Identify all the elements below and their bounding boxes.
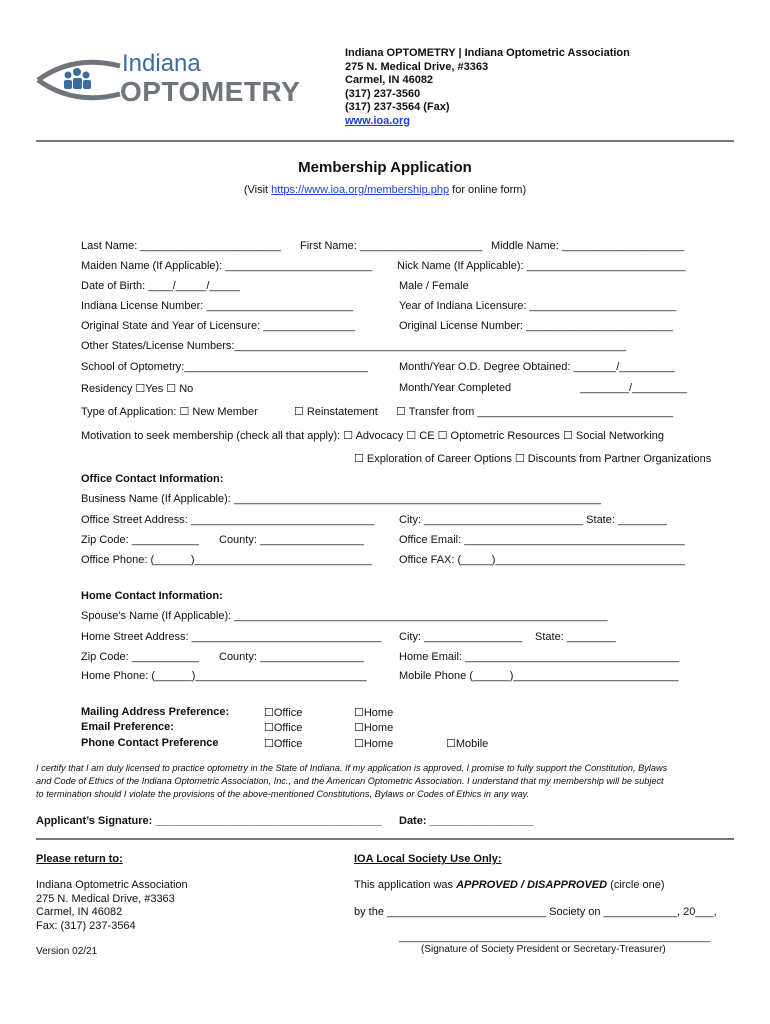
first-name-field[interactable]: First Name: ____________________ bbox=[300, 240, 483, 252]
email-pref-office[interactable]: ☐Office bbox=[264, 722, 303, 734]
phone-pref-office[interactable]: ☐Office bbox=[264, 738, 303, 750]
certify-line-1: I certify that I am duly licensed to practice optometry in the State of Indiana. If my application is approved, I promise to fully support the Constitution, Bylaws bbox=[36, 763, 668, 773]
certify-line-2: and Code of Ethics of the Indiana Optometric Association, Inc., and the American Optometric Association. I understand that my membership will be subject bbox=[36, 776, 664, 786]
home-phone-field[interactable]: Home Phone: (______)____________________________ bbox=[81, 670, 367, 682]
home-city-field[interactable]: City: ________________ bbox=[399, 631, 522, 643]
approval-pre: This application was bbox=[354, 879, 457, 891]
residency-field[interactable]: Residency ☐Yes ☐ No bbox=[81, 383, 194, 395]
maiden-name-field[interactable]: Maiden Name (If Applicable): ________________________ bbox=[81, 260, 373, 272]
section-rule bbox=[36, 838, 734, 840]
approval-line bbox=[354, 879, 665, 891]
phone-pref-mobile[interactable]: ☐Mobile bbox=[446, 738, 489, 750]
od-degree-field[interactable]: Month/Year O.D. Degree Obtained: _______/_________ bbox=[399, 361, 675, 373]
application-type-transfer[interactable]: ☐ Transfer from ________________________________ bbox=[396, 406, 674, 418]
visit-pre: (Visit bbox=[243, 184, 272, 196]
logo-line1: Indiana bbox=[122, 50, 201, 77]
application-type-new[interactable]: Type of Application: ☐ New Member bbox=[81, 406, 258, 418]
home-county-field[interactable]: County: _________________ bbox=[219, 651, 364, 663]
home-email-field[interactable]: Home Email: ___________________________________ bbox=[399, 651, 680, 663]
office-heading: Office Contact Information: bbox=[81, 473, 224, 485]
year-licensure-field[interactable]: Year of Indiana Licensure: ________________________ bbox=[399, 300, 677, 312]
email-pref-home[interactable]: ☐Home bbox=[354, 722, 394, 734]
office-city-state-field[interactable]: City: __________________________ State: ________ bbox=[399, 514, 667, 526]
office-phone-field[interactable]: Office Phone: (______)_____________________________ bbox=[81, 554, 372, 566]
signature-date-field[interactable]: Date: _________________ bbox=[399, 815, 534, 827]
certification-text bbox=[36, 762, 667, 801]
certify-line-3: to termination should I violate the provisions of the above-mentioned Constitutions, Bylaws or Codes of Ethics in any way. bbox=[36, 789, 530, 799]
spouse-name-field[interactable]: Spouse’s Name (If Applicable): _____________________________________________________________ bbox=[81, 610, 608, 622]
office-email-field[interactable]: Office Email: ____________________________________ bbox=[399, 534, 685, 546]
residency-completed-label: Month/Year Completed bbox=[399, 382, 512, 394]
header-fax: (317) 237-3564 (Fax) bbox=[345, 101, 450, 114]
phone-pref-home[interactable]: ☐Home bbox=[354, 738, 394, 750]
home-state-field[interactable]: State: ________ bbox=[535, 631, 616, 643]
last-name-field[interactable]: Last Name: _______________________ bbox=[81, 240, 282, 252]
motivation-options-2[interactable]: ☐ Exploration of Career Options ☐ Discounts from Partner Organizations bbox=[354, 453, 712, 465]
nick-name-field[interactable]: Nick Name (If Applicable): __________________________ bbox=[397, 260, 686, 272]
logo-line2: OPTOMETRY bbox=[120, 76, 301, 107]
society-by-field[interactable]: by the __________________________ Society on ____________, 20___, bbox=[354, 906, 717, 918]
office-zip-field[interactable]: Zip Code: ___________ bbox=[81, 534, 200, 546]
visit-line bbox=[0, 184, 770, 196]
mailing-pref-office[interactable]: ☐Office bbox=[264, 707, 303, 719]
header-addr1: 275 N. Medical Drive, #3363 bbox=[345, 60, 489, 73]
return-address bbox=[36, 879, 188, 933]
email-pref-label: Email Preference: bbox=[81, 721, 174, 733]
mailing-pref-home[interactable]: ☐Home bbox=[354, 707, 394, 719]
home-zip-field[interactable]: Zip Code: ___________ bbox=[81, 651, 200, 663]
mailing-pref-label: Mailing Address Preference: bbox=[81, 706, 230, 718]
residency-completed-field[interactable]: ________/_________ bbox=[580, 382, 688, 394]
header-web-link[interactable]: www.ioa.org bbox=[345, 114, 410, 127]
header-phone: (317) 237-3560 bbox=[345, 87, 421, 100]
home-street-field[interactable]: Home Street Address: _______________________________ bbox=[81, 631, 382, 643]
header-addr2: Carmel, IN 46082 bbox=[345, 74, 434, 87]
school-field[interactable]: School of Optometry:______________________________ bbox=[81, 361, 368, 373]
page-title: Membership Application bbox=[298, 159, 472, 176]
return-heading: Please return to: bbox=[36, 853, 123, 865]
dob-field[interactable]: Date of Birth: ____/_____/_____ bbox=[81, 280, 241, 292]
logo-swoosh-icon bbox=[34, 50, 124, 110]
return-line-1: Indiana Optometric Association bbox=[36, 879, 188, 891]
header-org: Indiana OPTOMETRY | Indiana Optometric Association bbox=[345, 47, 630, 59]
society-heading: IOA Local Society Use Only: bbox=[354, 853, 502, 865]
approval-choice[interactable]: APPROVED / DISAPPROVED bbox=[456, 879, 608, 891]
ioa-logo bbox=[34, 50, 301, 110]
original-state-field[interactable]: Original State and Year of Licensure: _______________ bbox=[81, 320, 355, 332]
approval-post: (circle one) bbox=[607, 879, 665, 891]
phone-pref-label: Phone Contact Preference bbox=[81, 737, 219, 749]
return-line-2: 275 N. Medical Drive, #3363 bbox=[36, 892, 175, 905]
header-block bbox=[345, 47, 630, 129]
version-label: Version 02/21 bbox=[36, 946, 98, 957]
office-county-field[interactable]: County: _________________ bbox=[219, 534, 364, 546]
society-signature-caption: (Signature of Society President or Secretary-Treasurer) bbox=[421, 944, 666, 955]
motivation-options[interactable]: Motivation to seek membership (check all that apply): ☐ Advocacy ☐ CE ☐ Optometric Resources ☐ Social Networking bbox=[81, 430, 664, 442]
return-line-4: Fax: (317) 237-3564 bbox=[36, 919, 136, 932]
business-name-field[interactable]: Business Name (If Applicable): ____________________________________________________________ bbox=[81, 493, 601, 505]
office-fax-field[interactable]: Office FAX: (_____)_______________________________ bbox=[399, 554, 686, 566]
applicant-signature-field[interactable]: Applicant’s Signature: _____________________________________ bbox=[36, 815, 382, 827]
mobile-phone-field[interactable]: Mobile Phone (______)___________________________ bbox=[399, 670, 679, 682]
return-line-3: Carmel, IN 46082 bbox=[36, 906, 123, 918]
office-street-field[interactable]: Office Street Address: ______________________________ bbox=[81, 514, 375, 526]
license-number-field[interactable]: Indiana License Number: ________________________ bbox=[81, 300, 354, 312]
visit-post: for online form) bbox=[449, 184, 527, 196]
original-license-field[interactable]: Original License Number: ________________________ bbox=[399, 320, 673, 332]
application-type-reinstatement[interactable]: ☐ Reinstatement bbox=[294, 406, 378, 418]
home-heading: Home Contact Information: bbox=[81, 590, 223, 602]
gender-field[interactable]: Male / Female bbox=[399, 280, 469, 292]
society-signature-line[interactable]: ________________________________________________________ bbox=[399, 932, 711, 943]
middle-name-field[interactable]: Middle Name: ____________________ bbox=[491, 240, 685, 252]
header-rule bbox=[36, 140, 734, 142]
membership-link[interactable]: https://www.ioa.org/membership.php bbox=[271, 184, 450, 196]
other-states-field[interactable]: Other States/License Numbers:________________________________________________________________ bbox=[81, 340, 626, 352]
